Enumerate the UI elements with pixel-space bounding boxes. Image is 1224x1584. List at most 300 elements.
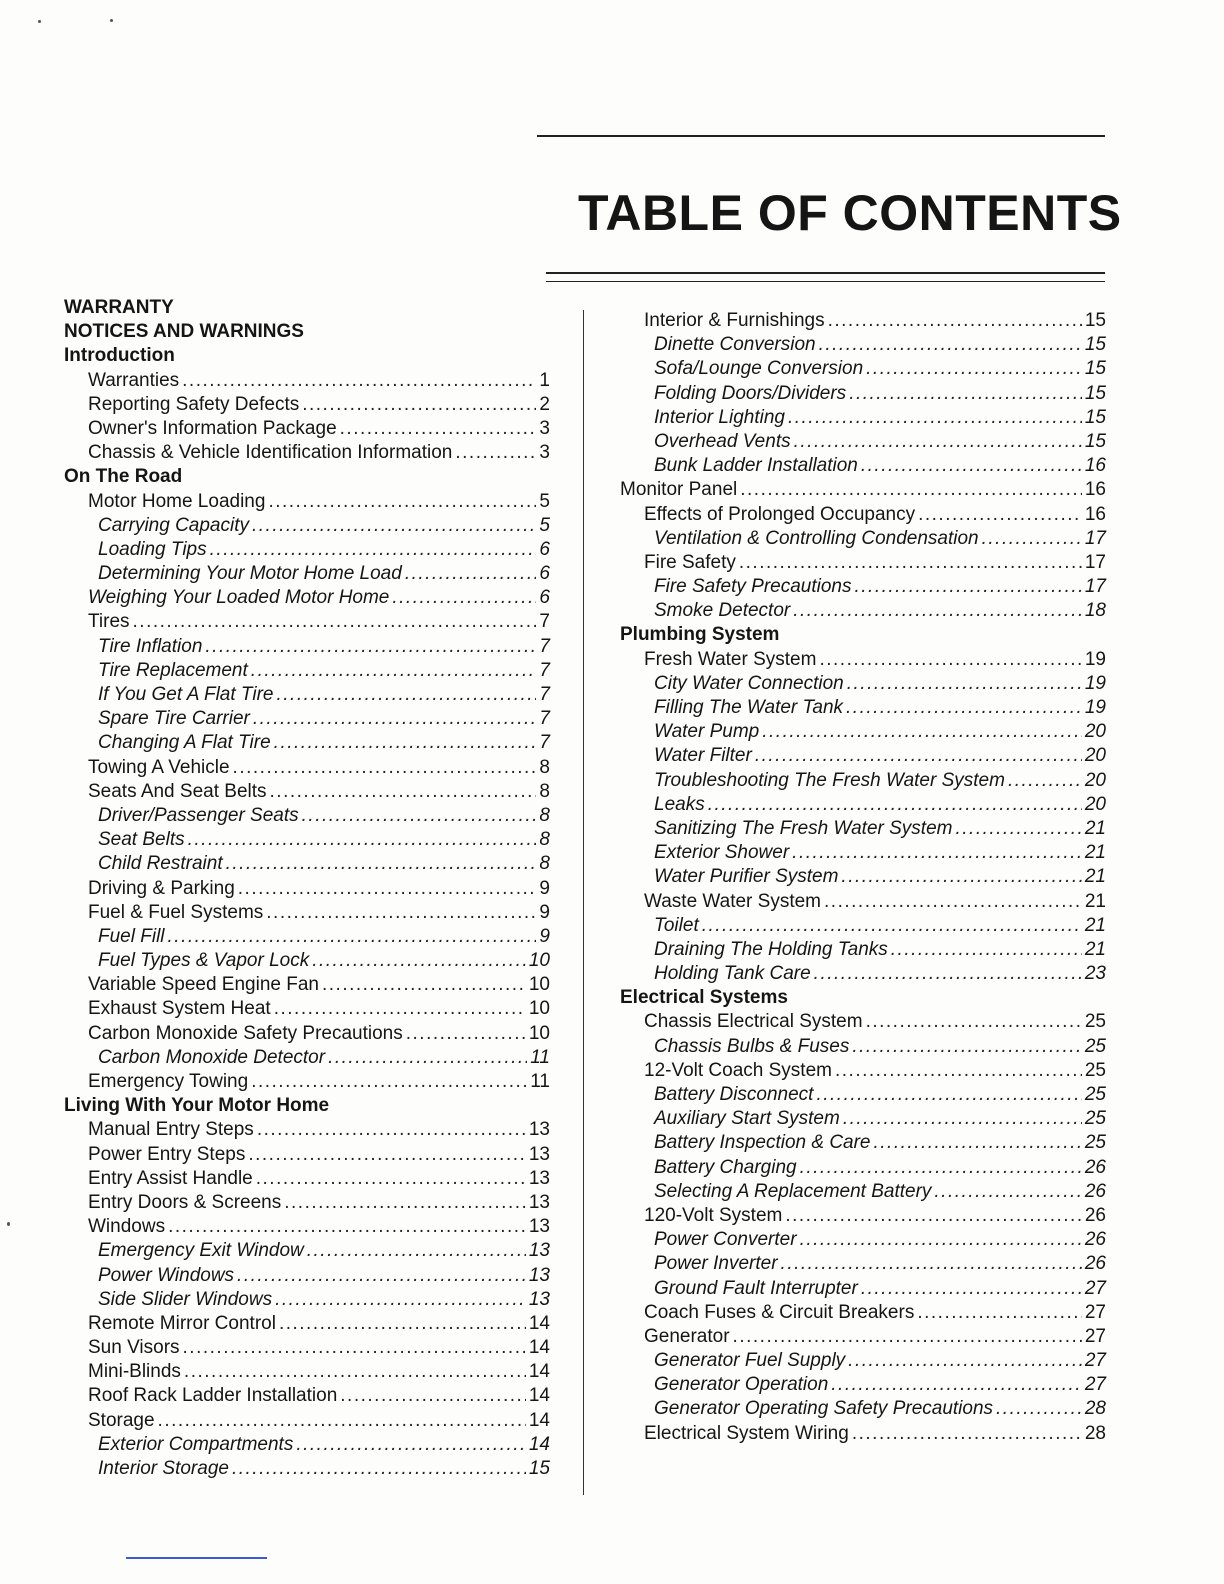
- toc-subentry: [620, 962, 1106, 986]
- dot-leader: [1008, 769, 1082, 793]
- toc-subentry: [620, 1107, 1106, 1131]
- toc-entry-title: Tires: [88, 611, 130, 633]
- dot-leader: [702, 914, 1082, 938]
- toc-section-heading: [620, 986, 1106, 1010]
- toc-entry-title: Electrical Systems: [620, 987, 788, 1009]
- toc-entry: [64, 490, 550, 514]
- dot-leader: [184, 1360, 526, 1384]
- toc-entry-title: Tire Replacement: [98, 659, 248, 681]
- toc-entry-title: Fuel & Fuel Systems: [88, 901, 264, 923]
- toc-page-number: 15: [1084, 406, 1106, 428]
- toc-subentry: [64, 1239, 550, 1263]
- dot-leader: [266, 901, 536, 925]
- toc-entry-title: Filling The Water Tank: [654, 697, 844, 718]
- dot-leader: [739, 551, 1082, 575]
- dot-leader: [133, 610, 537, 634]
- toc-subentry: [620, 575, 1106, 599]
- dot-leader: [279, 1312, 526, 1336]
- toc-entry-title: Water Purifier System: [654, 866, 839, 888]
- toc-subentry: [64, 925, 550, 949]
- toc-entry-title: Roof Rack Ladder Installation: [88, 1385, 338, 1407]
- toc-entry-title: Power Inverter: [654, 1253, 778, 1275]
- toc-page-number: 16: [1084, 503, 1106, 525]
- toc-subentry: [620, 1180, 1106, 1204]
- toc-subentry: [620, 865, 1106, 889]
- dot-leader: [284, 1191, 526, 1215]
- toc-entry-title: Owner's Information Package: [88, 417, 337, 439]
- dot-leader: [205, 635, 536, 659]
- toc-page-number: 15: [1084, 310, 1106, 331]
- toc-subentry: [64, 828, 550, 852]
- toc-entry: [620, 1422, 1106, 1446]
- toc-page-number: 13: [528, 1216, 550, 1238]
- toc-entry-title: Troubleshooting The Fresh Water System: [654, 769, 1005, 791]
- toc-subentry: [620, 1252, 1106, 1276]
- scan-blue-line: [126, 1557, 267, 1559]
- toc-entry-title: Entry Assist Handle: [88, 1167, 253, 1189]
- toc-subentry: [620, 793, 1106, 817]
- top-rule: [537, 135, 1105, 137]
- toc-subentry: [64, 659, 550, 683]
- toc-entry: [64, 1360, 550, 1384]
- toc-page-number: 15: [528, 1458, 550, 1479]
- toc-page-number: 13: [528, 1264, 550, 1286]
- toc-right-column: [620, 309, 1106, 1446]
- dot-leader: [843, 1107, 1082, 1131]
- scan-speck: [110, 19, 113, 22]
- toc-entry-title: Water Pump: [654, 721, 760, 743]
- toc-entry-title: Generator Operation: [654, 1374, 829, 1396]
- toc-page-number: 17: [1084, 576, 1106, 598]
- toc-entry-title: Driving & Parking: [88, 877, 235, 899]
- dot-leader: [848, 1349, 1082, 1373]
- toc-page-number: 25: [1084, 1035, 1106, 1057]
- dot-leader: [406, 1022, 526, 1046]
- toc-entry-title: Generator Operating Safety Precautions: [654, 1398, 994, 1420]
- toc-entry-title: Monitor Panel: [620, 479, 738, 501]
- toc-entry-title: Draining The Holding Tanks: [654, 938, 888, 960]
- toc-entry-title: Variable Speed Engine Fan: [88, 974, 319, 996]
- dot-leader: [188, 828, 537, 852]
- toc-subentry: [64, 538, 550, 562]
- dot-leader: [982, 527, 1082, 551]
- toc-entry: [620, 1059, 1106, 1083]
- toc-page-number: 6: [539, 587, 550, 609]
- toc-page-number: 27: [1084, 1350, 1106, 1372]
- column-divider: [583, 310, 584, 1495]
- toc-page-number: 28: [1084, 1398, 1106, 1420]
- toc-subentry: [620, 914, 1106, 938]
- toc-entry: [64, 1167, 550, 1191]
- toc-entry-title: Exterior Compartments: [98, 1433, 294, 1455]
- toc-entry-title: Driver/Passenger Seats: [98, 804, 299, 826]
- toc-entry-title: Auxiliary Start System: [654, 1108, 840, 1130]
- toc-entry-title: Smoke Detector: [654, 600, 791, 622]
- toc-entry-title: Spare Tire Carrier: [98, 708, 250, 730]
- toc-subentry: [620, 454, 1106, 478]
- toc-entry: [64, 1312, 550, 1336]
- toc-entry-title: Sofa/Lounge Conversion: [654, 358, 864, 380]
- toc-entry-title: City Water Connection: [654, 672, 844, 694]
- toc-subentry: [620, 744, 1106, 768]
- dot-leader: [312, 949, 526, 973]
- toc-entry: [620, 1325, 1106, 1349]
- toc-entry-title: Generator Fuel Supply: [654, 1350, 846, 1372]
- toc-subentry: [64, 1046, 550, 1070]
- toc-page-number: 8: [539, 804, 550, 826]
- toc-entry-title: Generator: [644, 1325, 730, 1347]
- toc-entry: [620, 503, 1106, 527]
- toc-entry-title: Holding Tank Care: [654, 963, 811, 985]
- toc-entry-title: Entry Doors & Screens: [88, 1191, 282, 1213]
- toc-entry: [620, 478, 1106, 502]
- dot-leader: [793, 599, 1082, 623]
- dot-leader: [226, 852, 537, 876]
- toc-entry-title: Carbon Monoxide Detector: [98, 1046, 326, 1068]
- toc-page-number: 20: [1084, 745, 1106, 767]
- toc-subentry: [620, 527, 1106, 551]
- title-underline-upper: [546, 272, 1105, 274]
- toc-subentry: [620, 1035, 1106, 1059]
- dot-leader: [276, 683, 536, 707]
- toc-page-number: 27: [1084, 1301, 1106, 1323]
- toc-section-heading: [620, 623, 1106, 647]
- toc-section-heading: [64, 320, 550, 344]
- toc-page-number: 13: [528, 1119, 550, 1141]
- toc-entry-title: Mini-Blinds: [88, 1361, 181, 1383]
- toc-page-number: 14: [528, 1433, 550, 1455]
- toc-entry: [64, 1215, 550, 1239]
- dot-leader: [256, 1167, 526, 1191]
- toc-subentry: [620, 430, 1106, 454]
- toc-entry: [620, 1301, 1106, 1325]
- toc-page-number: 8: [539, 780, 550, 802]
- toc-section-heading: [64, 296, 550, 320]
- toc-page-number: 6: [539, 538, 550, 560]
- toc-entry-title: Ventilation & Controlling Condensation: [654, 527, 979, 549]
- toc-subentry: [620, 1228, 1106, 1252]
- toc-page-number: 20: [1084, 721, 1106, 743]
- dot-leader: [302, 393, 536, 417]
- toc-section-heading: [64, 465, 550, 489]
- toc-entry-title: Warranties: [88, 369, 180, 391]
- toc-entry-title: Child Restraint: [98, 853, 223, 875]
- dot-leader: [800, 1228, 1082, 1252]
- toc-entry-title: Power Windows: [98, 1264, 235, 1286]
- toc-entry-title: Side Slider Windows: [98, 1288, 273, 1310]
- toc-subentry: [64, 1288, 550, 1312]
- toc-page-number: 6: [539, 563, 550, 585]
- toc-entry-title: Interior Lighting: [654, 406, 785, 428]
- dot-leader: [854, 575, 1081, 599]
- dot-leader: [233, 756, 537, 780]
- toc-entry-title: Interior & Furnishings: [644, 310, 825, 331]
- toc-page-number: 28: [1084, 1422, 1106, 1444]
- dot-leader: [251, 659, 537, 683]
- scan-speck: [7, 1222, 10, 1226]
- dot-leader: [182, 369, 536, 393]
- toc-entry-title: Fresh Water System: [644, 648, 817, 670]
- toc-subentry: [620, 938, 1106, 962]
- toc-page-number: 21: [1084, 817, 1106, 839]
- toc-entry-title: Overhead Vents: [654, 430, 791, 452]
- toc-subentry: [620, 1156, 1106, 1180]
- toc-entry-title: Dinette Conversion: [654, 334, 816, 356]
- toc-entry-title: Battery Charging: [654, 1156, 797, 1178]
- toc-entry: [64, 1118, 550, 1142]
- toc-subentry: [64, 562, 550, 586]
- toc-page-number: 16: [1084, 455, 1106, 477]
- toc-entry-title: NOTICES AND WARNINGS: [64, 321, 304, 343]
- dot-leader: [168, 925, 537, 949]
- toc-page-number: 10: [528, 1022, 550, 1044]
- toc-subentry: [620, 1277, 1106, 1301]
- toc-subentry: [64, 635, 550, 659]
- toc-section-heading: [64, 344, 550, 368]
- toc-subentry: [620, 1397, 1106, 1421]
- toc-subentry: [620, 817, 1106, 841]
- toc-entry: [64, 586, 550, 610]
- toc-subentry: [620, 1131, 1106, 1155]
- toc-entry-title: Manual Entry Steps: [88, 1119, 254, 1141]
- toc-page-number: 26: [1084, 1204, 1106, 1226]
- dot-leader: [392, 586, 536, 610]
- toc-page-number: 19: [1084, 672, 1106, 694]
- toc-entry-title: Battery Disconnect: [654, 1084, 814, 1105]
- toc-entry-title: Ground Fault Interrupter: [654, 1277, 858, 1299]
- dot-leader: [831, 1373, 1082, 1397]
- toc-subentry: [620, 357, 1106, 381]
- toc-entry-title: Seats And Seat Belts: [88, 780, 267, 802]
- toc-page-number: 21: [1084, 938, 1106, 960]
- toc-entry-title: Chassis & Vehicle Identification Information: [88, 442, 453, 464]
- dot-leader: [835, 1059, 1082, 1083]
- toc-page-number: 14: [528, 1385, 550, 1407]
- dot-leader: [248, 1143, 526, 1167]
- toc-entry-title: Weighing Your Loaded Motor Home: [88, 587, 390, 609]
- toc-page-number: 21: [1084, 890, 1106, 912]
- toc-entry-title: WARRANTY: [64, 297, 174, 318]
- toc-page-number: 9: [539, 925, 550, 947]
- toc-page-number: 11: [530, 1046, 550, 1068]
- dot-leader: [891, 938, 1082, 962]
- toc-page-number: 7: [539, 659, 550, 681]
- toc-page-number: 27: [1084, 1325, 1106, 1347]
- toc-entry: [64, 393, 550, 417]
- dot-leader: [847, 672, 1082, 696]
- toc-subentry: [64, 804, 550, 828]
- toc-page-number: 3: [539, 442, 550, 464]
- toc-page-number: 27: [1084, 1374, 1106, 1396]
- toc-entry: [620, 648, 1106, 672]
- toc-page-number: 10: [528, 998, 550, 1020]
- toc-entry-title: Exterior Shower: [654, 842, 790, 864]
- dot-leader: [917, 1301, 1082, 1325]
- toc-page-number: 26: [1084, 1253, 1106, 1275]
- toc-page-number: 21: [1084, 842, 1106, 864]
- toc-page-number: 8: [539, 756, 550, 778]
- toc-subentry: [64, 707, 550, 731]
- toc-page-number: 21: [1084, 866, 1106, 888]
- toc-subentry: [620, 599, 1106, 623]
- dot-leader: [237, 1264, 526, 1288]
- toc-entry-title: Storage: [88, 1409, 155, 1431]
- scan-speck: [38, 20, 41, 23]
- dot-leader: [814, 962, 1082, 986]
- dot-leader: [918, 503, 1082, 527]
- dot-leader: [852, 1422, 1082, 1446]
- dot-leader: [819, 333, 1082, 357]
- toc-subentry: [620, 696, 1106, 720]
- toc-page-number: 26: [1084, 1156, 1106, 1178]
- toc-page-number: 14: [528, 1337, 550, 1359]
- toc-page-number: 25: [1084, 1132, 1106, 1154]
- dot-leader: [762, 720, 1082, 744]
- toc-entry-title: Determining Your Motor Home Load: [98, 563, 402, 585]
- dot-leader: [322, 973, 526, 997]
- toc-entry-title: Toilet: [654, 914, 699, 936]
- toc-entry-title: Chassis Bulbs & Fuses: [654, 1035, 850, 1057]
- toc-entry: [64, 877, 550, 901]
- toc-page-number: 10: [528, 950, 550, 972]
- dot-leader: [168, 1215, 526, 1239]
- toc-subentry: [64, 683, 550, 707]
- toc-page-number: 11: [530, 1071, 550, 1092]
- toc-entry-title: Windows: [88, 1216, 166, 1238]
- toc-entry-title: Carrying Capacity: [98, 514, 249, 536]
- toc-subentry: [620, 382, 1106, 406]
- dot-leader: [274, 731, 537, 755]
- toc-page-number: 16: [1084, 479, 1106, 501]
- toc-entry: [620, 890, 1106, 914]
- dot-leader: [232, 1457, 526, 1481]
- toc-page-number: 25: [1084, 1059, 1106, 1081]
- dot-leader: [158, 1409, 526, 1433]
- toc-entry-title: Chassis Electrical System: [644, 1011, 863, 1033]
- dot-leader: [866, 357, 1082, 381]
- toc-subentry: [620, 333, 1106, 357]
- toc-page-number: 3: [539, 417, 550, 439]
- dot-leader: [841, 865, 1081, 889]
- toc-entry: [620, 1204, 1106, 1228]
- dot-leader: [253, 707, 537, 731]
- toc-subentry: [64, 1457, 550, 1481]
- toc-page-number: 7: [539, 611, 550, 633]
- dot-leader: [307, 1239, 526, 1263]
- toc-page-number: 14: [528, 1312, 550, 1334]
- dot-leader: [238, 877, 537, 901]
- toc-entry-title: Power Entry Steps: [88, 1143, 246, 1165]
- toc-entry-title: Interior Storage: [98, 1458, 229, 1479]
- toc-subentry: [64, 852, 550, 876]
- toc-subentry: [64, 514, 550, 538]
- dot-leader: [274, 997, 526, 1021]
- dot-leader: [934, 1180, 1081, 1204]
- toc-entry: [620, 1010, 1106, 1034]
- toc-left-column: [64, 296, 550, 1481]
- toc-entry-title: Fuel Types & Vapor Lock: [98, 950, 310, 972]
- toc-entry-title: Fuel Fill: [98, 925, 165, 947]
- toc-entry-title: Effects of Prolonged Occupancy: [644, 503, 916, 525]
- toc-page-number: 26: [1084, 1180, 1106, 1202]
- dot-leader: [849, 382, 1082, 406]
- toc-entry-title: Changing A Flat Tire: [98, 732, 271, 754]
- toc-page-number: 25: [1084, 1108, 1106, 1130]
- toc-page-number: 14: [528, 1361, 550, 1383]
- dot-leader: [781, 1252, 1082, 1276]
- dot-leader: [268, 490, 536, 514]
- toc-page-number: 7: [539, 684, 550, 705]
- toc-entry-title: Remote Mirror Control: [88, 1312, 276, 1334]
- toc-page-number: 26: [1084, 1229, 1106, 1251]
- toc-entry-title: Fire Safety Precautions: [654, 576, 852, 598]
- toc-page-number: 19: [1084, 648, 1106, 670]
- toc-entry: [64, 1409, 550, 1433]
- title-underline-lower: [546, 281, 1105, 282]
- toc-entry-title: Battery Inspection & Care: [654, 1132, 871, 1154]
- toc-entry-title: Exhaust System Heat: [88, 998, 271, 1020]
- toc-page-number: 13: [528, 1191, 550, 1213]
- toc-page-number: 15: [1084, 382, 1106, 404]
- toc-page-number: 9: [539, 877, 550, 899]
- toc-entry-title: Electrical System Wiring: [644, 1422, 849, 1444]
- toc-page-number: 15: [1084, 430, 1106, 452]
- dot-leader: [340, 417, 537, 441]
- toc-subentry: [620, 406, 1106, 430]
- toc-subentry: [620, 841, 1106, 865]
- toc-page-number: 25: [1084, 1084, 1106, 1105]
- toc-subentry: [620, 720, 1106, 744]
- toc-page-number: 5: [539, 490, 550, 512]
- toc-entry-title: Loading Tips: [98, 538, 207, 560]
- toc-entry-title: Plumbing System: [620, 624, 780, 646]
- toc-entry-title: Seat Belts: [98, 829, 185, 851]
- toc-subentry: [64, 731, 550, 755]
- toc-entry-title: Leaks: [654, 793, 705, 815]
- toc-page-number: 10: [528, 974, 550, 996]
- toc-entry-title: 120-Volt System: [644, 1204, 783, 1226]
- dot-leader: [816, 1083, 1081, 1107]
- toc-page-number: 2: [539, 393, 550, 415]
- toc-entry: [64, 1191, 550, 1215]
- toc-page-number: 8: [539, 853, 550, 875]
- toc-entry: [64, 1143, 550, 1167]
- toc-subentry: [620, 769, 1106, 793]
- toc-subentry: [620, 1083, 1106, 1107]
- toc-entry-title: Tire Inflation: [98, 635, 203, 657]
- toc-page-number: 14: [528, 1409, 550, 1431]
- dot-leader: [846, 696, 1082, 720]
- toc-page-number: 27: [1084, 1277, 1106, 1299]
- toc-page-number: 23: [1084, 963, 1106, 985]
- toc-subentry: [620, 1349, 1106, 1373]
- toc-entry: [64, 369, 550, 393]
- dot-leader: [257, 1118, 526, 1142]
- toc-page-number: 21: [1084, 914, 1106, 936]
- toc-page-number: 20: [1084, 769, 1106, 791]
- dot-leader: [792, 841, 1082, 865]
- dot-leader: [996, 1397, 1082, 1421]
- toc-section-heading: [64, 1094, 550, 1118]
- dot-leader: [819, 648, 1081, 672]
- dot-leader: [455, 441, 536, 465]
- toc-subentry: [620, 1373, 1106, 1397]
- toc-page-number: 17: [1084, 551, 1106, 573]
- toc-page-number: 20: [1084, 793, 1106, 815]
- toc-entry-title: If You Get A Flat Tire: [98, 684, 274, 705]
- toc-entry: [64, 901, 550, 925]
- dot-leader: [828, 309, 1082, 333]
